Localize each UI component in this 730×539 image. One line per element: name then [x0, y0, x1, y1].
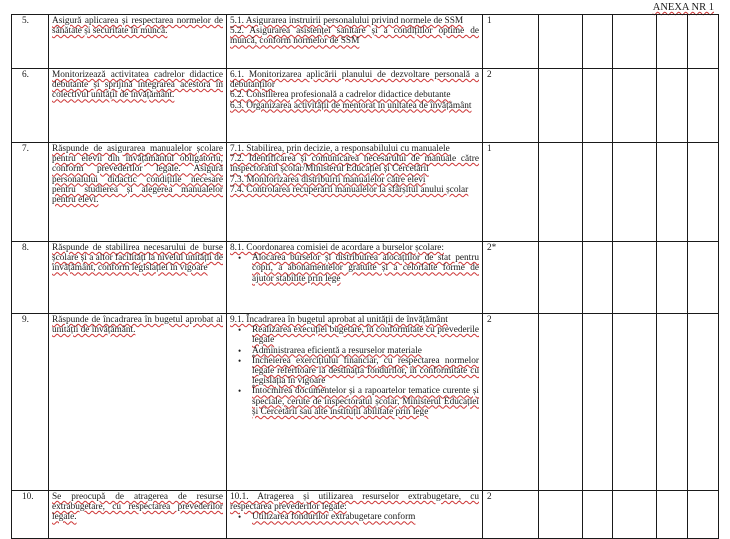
row-number: 6. [12, 69, 49, 143]
task-item [230, 70, 479, 90]
tasks-cell [227, 314, 483, 491]
task-item [230, 144, 479, 154]
score-cell: 2 [483, 491, 539, 539]
tasks-cell [227, 143, 483, 242]
row-number: 5. [12, 15, 49, 69]
empty-cell [688, 491, 719, 539]
bullet-text: Încheierea exercițiului financiar, cu respectarea normelor legale referitoare la destinația fondurilor, în conformitate cu legislația în vigoare [252, 355, 479, 387]
task-text: 6.3. Organizarea activității de mentorat în unitatea de învățământ [230, 100, 472, 111]
empty-cell [583, 143, 613, 242]
duty-text: Monitorizează activitatea cadrelor didactice debutante și sprijină integrarea acestora în colectivul unității de învățământ. [52, 70, 223, 101]
tasks-cell [227, 491, 483, 539]
table-row [12, 314, 719, 491]
table-row [12, 242, 719, 314]
bullet-item [244, 386, 479, 417]
empty-cell [583, 491, 613, 539]
task-item [230, 315, 479, 325]
task-text: 7.4. Controlarea recuperării manualelor la sfârșitul anului școlar [230, 184, 469, 195]
empty-cell [688, 143, 719, 242]
duty-cell [49, 143, 227, 242]
score-cell: 1 [483, 15, 539, 69]
empty-cell [657, 242, 688, 314]
task-item [230, 16, 479, 26]
score-cell: 2 [483, 314, 539, 491]
table-row [12, 15, 719, 69]
duty-text: Asigură aplicarea și respectarea normelor de sănătate și securitate în muncă. [52, 16, 223, 37]
empty-cell [613, 69, 657, 143]
bullet-list [230, 512, 479, 522]
duty-cell [49, 69, 227, 143]
bullet-text: Alocarea burselor și distribuirea alocațiilor de stat pentru copii, a abonamentelor gratuite și a celorlalte forme de ajutor stabilite prin lege [252, 253, 479, 284]
row-number: 8. [12, 242, 49, 314]
task-item [230, 101, 479, 111]
evaluation-table [11, 14, 719, 539]
duty-text: Răspunde de stabilirea necesarului de burse școlare și a altor facilități la nivelul unității de învățământ, conform legislației în vigoare [52, 243, 223, 274]
table-row [12, 69, 719, 143]
empty-cell [613, 314, 657, 491]
empty-cell [688, 242, 719, 314]
score-cell: 2* [483, 242, 539, 314]
empty-cell [688, 69, 719, 143]
table-row [12, 143, 719, 242]
duty-text: Se preocupă de atragerea de resurse extrabugetare, cu respectarea prevederilor legale. [52, 492, 223, 523]
empty-cell [657, 143, 688, 242]
bullet-text: Realizarea execuției bugetare, în conformitate cu prevederile legale [252, 325, 479, 346]
empty-cell [613, 15, 657, 69]
bullet-list [230, 325, 479, 417]
empty-cell [583, 15, 613, 69]
task-item [230, 185, 479, 195]
duty-text: Răspunde de încadrarea în bugetul aprobat al unității de învățământ. [52, 315, 223, 336]
task-text: 7.2. Identificarea și comunicarea necesarului de manuale către inspectoratul școlar/Ministerul Educației și Cercetării [230, 154, 479, 175]
tasks-cell [227, 69, 483, 143]
tasks-cell [227, 242, 483, 314]
empty-cell [613, 242, 657, 314]
task-text: 5.2. Asigurarea asistenței sanitare și a condițiilor optime de muncă, conform normelor de SSM [230, 26, 479, 47]
empty-cell [613, 143, 657, 242]
task-text: 10.1. Atragerea și utilizarea resurselor extrabugetare, cu respectarea prevederilor legale: [230, 492, 479, 513]
duty-cell [49, 242, 227, 314]
task-item [230, 492, 479, 512]
row-number: 10. [12, 491, 49, 539]
bullet-item [244, 253, 479, 284]
empty-cell [688, 314, 719, 491]
empty-cell [583, 314, 613, 491]
annex-label: ANEXA NR 1 [652, 2, 714, 13]
bullet-item [244, 512, 479, 522]
empty-cell [688, 15, 719, 69]
task-item [230, 175, 479, 185]
task-item [230, 243, 479, 253]
empty-cell [657, 69, 688, 143]
table-row [12, 491, 719, 539]
duty-cell [49, 15, 227, 69]
tasks-cell [227, 15, 483, 69]
duty-cell [49, 314, 227, 491]
bullet-item [244, 325, 479, 345]
task-text: 6.2. Consilierea profesională a cadrelor didactice debutante [230, 90, 451, 101]
empty-cell [539, 143, 583, 242]
empty-cell [613, 491, 657, 539]
task-text: 6.1. Monitorizarea aplicării planului de dezvoltare personală a debutanților [230, 70, 479, 91]
score-cell: 2 [483, 69, 539, 143]
bullet-item [244, 356, 479, 387]
empty-cell [583, 242, 613, 314]
task-text: 7.3. Monitorizarea distribuirii manualelor către elevi [230, 174, 426, 185]
empty-cell [657, 491, 688, 539]
task-text: 9.1. Încadrarea în bugetul aprobat al unității de învățământ [230, 315, 448, 325]
empty-cell [539, 314, 583, 491]
empty-cell [539, 242, 583, 314]
empty-cell [583, 69, 613, 143]
bullet-text: Întocmirea documentelor și a rapoartelor tematice curente și speciale, cerute de inspectoratul școlar, Ministerul Educației și Cercetării sau alte instituții abilitate prin lege [252, 386, 479, 417]
empty-cell [657, 15, 688, 69]
row-number: 7. [12, 143, 49, 242]
empty-cell [539, 15, 583, 69]
empty-cell [539, 491, 583, 539]
bullet-list [230, 253, 479, 284]
duty-cell [49, 491, 227, 539]
bullet-text: Utilizarea fondurilor extrabugetare conform [252, 512, 416, 523]
bullet-text: Administrarea eficientă a resurselor materiale [252, 345, 422, 356]
task-text: 8.1. Coordonarea comisiei de acordare a burselor școlare: [230, 243, 444, 253]
task-item [230, 90, 479, 100]
task-text: 5.1. Asigurarea instruirii personalului privind normele de SSM [230, 16, 464, 26]
bullet-item [244, 346, 479, 356]
task-item [230, 26, 479, 46]
score-cell: 1 [483, 143, 539, 242]
task-item [230, 154, 479, 174]
empty-cell [657, 314, 688, 491]
task-text: 7.1. Stabilirea, prin decizie, a responsabilului cu manualele [230, 144, 450, 154]
empty-cell [539, 69, 583, 143]
row-number: 9. [12, 314, 49, 491]
duty-text: Răspunde de asigurarea manualelor școlare pentru elevii din învățământul obligatoriu, conform prevederilor legale. Asigură personalului didactic condițiile necesare pentru studierea și alegerea manualelor pentru elevi. [52, 144, 223, 206]
